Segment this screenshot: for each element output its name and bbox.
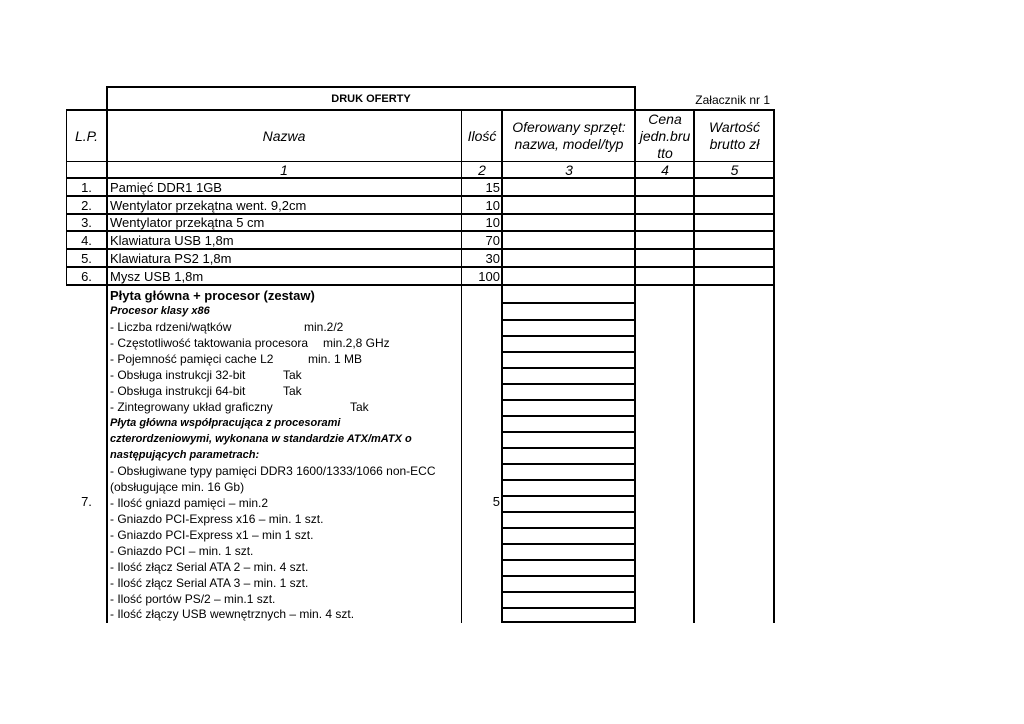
row-lp: 1. [81, 180, 92, 195]
header-lp: L.P. [74, 128, 99, 144]
row-lp: 5. [81, 251, 92, 266]
row-qty: 10 [485, 215, 500, 230]
header-cena-line1: Cena [648, 111, 682, 127]
header-oferowany [503, 119, 635, 153]
spec-value: Tak [350, 400, 369, 414]
row-lp: 6. [81, 269, 92, 284]
board-line: - Ilość złącz Serial ATA 3 – min. 1 szt. [110, 576, 309, 590]
board-line: - Obsługiwane typy pamięci DDR3 1600/1333/1066 non-ECC [110, 464, 436, 478]
row-qty: 5 [492, 494, 500, 509]
processor-heading: Procesor klasy x86 [110, 305, 210, 317]
row-qty: 70 [485, 233, 500, 248]
board-line: - Ilość portów PS/2 – min.1 szt. [110, 592, 276, 606]
board-heading: następujących parametrach: [110, 449, 260, 461]
document-title: DRUK OFERTY [331, 93, 411, 105]
row-name: Pamięć DDR1 1GB [110, 180, 222, 195]
attachment-label: Załacznik nr 1 [695, 93, 770, 107]
board-line: - Gniazdo PCI – min. 1 szt. [110, 544, 254, 558]
board-line: - Ilość złącz Serial ATA 2 – min. 4 szt. [110, 560, 309, 574]
spec-value: min. 1 MB [308, 352, 363, 366]
board-line: - Gniazdo PCI-Express x16 – min. 1 szt. [110, 512, 324, 526]
spec-label: - Obsługa instrukcji 64-bit [110, 384, 246, 398]
row-name: Klawiatura PS2 1,8m [110, 251, 232, 266]
row-lp: 3. [81, 215, 92, 230]
header-wartosc-line2: brutto zł [709, 136, 760, 152]
row-lp: 7. [81, 494, 92, 509]
spec-value: Tak [283, 368, 302, 382]
board-heading: czterordzeniowymi, wykonana w standardzie ATX/mATX o [110, 433, 412, 445]
header-nazwa: Nazwa [262, 128, 306, 144]
column-number: 1 [280, 162, 288, 178]
row-qty: 15 [485, 180, 500, 195]
column-number: 2 [478, 162, 486, 178]
header-cena-line2: jedn.bru [639, 128, 691, 144]
spec-value: Tak [283, 384, 302, 398]
board-line: (obsługujące min. 16 Gb) [110, 480, 245, 494]
header-cena [636, 111, 694, 162]
header-ilosc: Ilość [467, 128, 497, 144]
header-cena-line3: tto [657, 145, 673, 161]
header-wartosc [695, 119, 774, 153]
header-oferowany-line2: nazwa, model/typ [514, 136, 624, 152]
row7-title: Płyta główna + procesor (zestaw) [110, 288, 315, 303]
header-wartosc-line1: Wartość [708, 119, 761, 135]
spec-label: - Częstotliwość taktowania procesora [110, 336, 309, 350]
row-name: Klawiatura USB 1,8m [110, 233, 234, 248]
row-lp: 4. [81, 233, 92, 248]
row-lp: 2. [81, 198, 92, 213]
spec-label: - Liczba rdzeni/wątków [110, 320, 232, 334]
row-name: Wentylator przekątna went. 9,2cm [110, 198, 307, 213]
spec-label: - Pojemność pamięci cache L2 [110, 352, 274, 366]
board-line: - Gniazdo PCI-Express x1 – min 1 szt. [110, 528, 314, 542]
spec-label: - Obsługa instrukcji 32-bit [110, 368, 246, 382]
board-line: - Ilość złączy USB wewnętrznych – min. 4 szt. [110, 607, 355, 621]
row-name: Wentylator przekątna 5 cm [110, 215, 265, 230]
row-qty: 30 [485, 251, 500, 266]
column-number: 3 [565, 162, 573, 178]
row-qty: 10 [485, 198, 500, 213]
board-line: - Ilość gniazd pamięci – min.2 [110, 496, 269, 510]
row-qty: 100 [478, 269, 500, 284]
spec-label: - Zintegrowany układ graficzny [110, 400, 273, 414]
column-number: 5 [730, 162, 739, 178]
board-heading: Płyta główna współpracująca z procesorami [110, 417, 341, 429]
spec-value: min.2,8 GHz [323, 336, 390, 350]
spec-value: min.2/2 [304, 320, 344, 334]
header-oferowany-line1: Oferowany sprzęt: [512, 119, 626, 135]
row-name: Mysz USB 1,8m [110, 269, 204, 284]
column-number: 4 [661, 162, 669, 178]
